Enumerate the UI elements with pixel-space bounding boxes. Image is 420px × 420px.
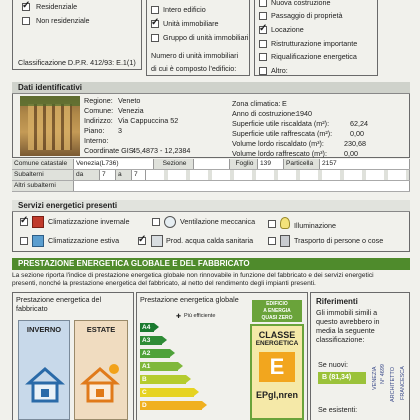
classificazione-label: Classificazione D.P.R. 412/93: E.1(1) — [18, 58, 136, 67]
locazione-label: Locazione — [271, 25, 304, 34]
numero-unita-label-1: Numero di unità immobiliari — [151, 51, 239, 60]
classe-value-box — [259, 352, 295, 382]
regione-label: Regione: — [84, 96, 113, 105]
comune-catastale-value: Venezia(L736) — [74, 159, 154, 169]
non-residenziale-label: Non residenziale — [36, 16, 90, 25]
air-conditioner-icon — [32, 235, 44, 247]
a-label: a — [116, 170, 132, 180]
radiator-icon — [32, 216, 44, 228]
comune-label: Comune: — [84, 106, 114, 115]
riferimenti-line-2: questo avrebbero in — [316, 317, 380, 326]
unita-immobiliare-label: Unità immobiliare — [163, 19, 219, 28]
energy-class-bar-a1: A1 — [140, 362, 178, 371]
stamp-text-2: N° 4699 — [380, 364, 386, 384]
ristrutturazione-label: Ristrutturazione importante — [271, 39, 358, 48]
prestazione-text-1: La sezione riporta l'indice di prestazione energetica globale non rinnovabile in funzione del fabbricato e dei servizi energetici — [12, 272, 374, 279]
estate-label: ESTATE — [86, 325, 116, 334]
classe-value: E — [269, 354, 285, 379]
trasporto-label: Trasporto di persone o cose — [294, 236, 384, 245]
classe-label-1: CLASSE — [258, 330, 296, 340]
edificio-line-3: QUASI ZERO — [261, 315, 293, 321]
lightbulb-icon — [280, 217, 290, 229]
edificio-nzeb-badge — [252, 300, 302, 322]
indirizzo-value: Via Cappuccina 52 — [118, 116, 179, 125]
vol-risc-label: Volume lordo riscaldato (m³): — [232, 139, 324, 148]
classe-energetica-card — [250, 324, 304, 420]
stamp-text-3: ARCHITETTO — [390, 366, 396, 402]
indirizzo-label: Indirizzo: — [84, 116, 113, 125]
energy-class-bar-c: C — [140, 388, 194, 397]
riqualificazione-checkbox[interactable] — [259, 53, 267, 61]
prestazione-text-2: presenti, nonché la prestazione energetica del fabbricato, al netto del rendimento degli impianti presenti. — [12, 280, 316, 287]
check-mark-icon: ✓ — [20, 215, 29, 226]
piano-label: Piano: — [84, 126, 105, 135]
illuminazione-checkbox[interactable] — [268, 220, 276, 228]
altri-subalterni-label: Altri subalterni — [12, 181, 74, 191]
building-photo — [20, 96, 80, 156]
fabbricato-title-1: Prestazione energetica del — [16, 295, 102, 304]
fan-icon — [164, 216, 176, 228]
vol-raff-label: Volume lordo raffrescato (m³): — [232, 149, 327, 158]
comune-value: Venezia — [118, 106, 144, 115]
gruppo-unita-label: Gruppo di unità immobiliari — [163, 33, 249, 42]
residenziale-label: Residenziale — [36, 2, 78, 11]
particella-label: Particella — [284, 159, 320, 169]
estate-card — [74, 320, 128, 420]
subalterni-row — [12, 170, 410, 181]
da-value: 7 — [100, 170, 116, 180]
altri-subalterni-value — [74, 181, 410, 191]
coord-label: Coordinate GIS: — [84, 146, 136, 155]
se-nuovi-label: Se nuovi: — [318, 360, 348, 369]
comune-catastale-label: Comune catastale — [12, 159, 74, 169]
check-mark-icon: ✓ — [22, 0, 31, 11]
elevator-icon — [280, 235, 290, 247]
energy-class-bar-b: B — [140, 375, 186, 384]
riferimenti-line-4: classificazione: — [316, 335, 365, 344]
clim-estiva-checkbox[interactable] — [20, 237, 28, 245]
vent-meccanica-checkbox[interactable] — [152, 218, 160, 226]
ristrutturazione-checkbox[interactable] — [259, 40, 267, 48]
acqua-calda-label: Prod. acqua calda sanitaria — [166, 236, 254, 245]
vol-raff-value: 0,00 — [344, 149, 358, 158]
zona-value: E — [282, 99, 287, 108]
catasto-row — [12, 159, 410, 170]
piu-efficiente-label: Più efficiente — [184, 313, 216, 319]
clim-invernale-label: Climatizzazione invernale — [48, 217, 130, 226]
fabbricato-title-2: fabbricato — [16, 304, 48, 313]
se-nuovi-value: B (81,34) — [322, 374, 352, 381]
sup-risc-value: 62,24 — [350, 119, 368, 128]
star-icon: ✚ — [176, 314, 182, 320]
foglio-label: Foglio — [230, 159, 258, 169]
illuminazione-label: Illuminazione — [294, 221, 336, 230]
anno-value: 1940 — [296, 109, 312, 118]
check-mark-icon: ✓ — [138, 234, 147, 245]
vent-meccanica-label: Ventilazione meccanica — [180, 217, 256, 226]
riferimenti-line-1: Gli immobili simili a — [316, 308, 378, 317]
foglio-value: 139 — [258, 159, 284, 169]
regione-value: Veneto — [118, 96, 141, 105]
energy-class-bar-d: D — [140, 401, 202, 410]
house-winter-icon — [25, 365, 65, 405]
dati-identificativi-header: Dati identificativi — [12, 82, 410, 94]
prestazione-header: PRESTAZIONE ENERGETICA GLOBALE E DEL FABBRICATO — [12, 258, 410, 270]
riferimenti-title: Riferimenti — [316, 297, 358, 306]
sup-raff-value: 0,00 — [350, 129, 364, 138]
a-value: 7 — [132, 170, 146, 180]
zona-label: Zona climatica: — [232, 99, 281, 108]
intero-edificio-label: Intero edificio — [163, 5, 206, 14]
se-nuovi-badge — [318, 372, 366, 384]
servizi-header: Servizi energetici presenti — [12, 200, 410, 212]
particella-value: 2157 — [320, 159, 410, 169]
interno-label: Interno: — [84, 136, 109, 145]
piano-value: 3 — [118, 126, 122, 135]
sup-risc-label: Superficie utile riscaldata (m²): — [232, 119, 330, 128]
energy-class-bar-a4: A4 — [140, 323, 154, 332]
numero-unita-label-2: di cui è composto l'edificio: — [151, 64, 237, 73]
sup-raff-label: Superficie utile raffrescata (m²): — [232, 129, 333, 138]
classe-label-2: ENERGETICA — [255, 340, 299, 347]
stamp-text-4: FRANCESCA — [400, 366, 406, 400]
clim-estiva-label: Climatizzazione estiva — [48, 236, 120, 245]
edificio-line-2: A ENERGIA — [263, 308, 291, 314]
edificio-line-1: EDIFICIO — [266, 301, 288, 307]
hot-water-icon — [151, 235, 163, 247]
check-mark-icon: ✓ — [259, 23, 268, 34]
subalterni-empty — [146, 170, 410, 180]
ep-label: EPgl,nren — [255, 390, 298, 400]
inverno-card — [18, 320, 70, 420]
da-label: da — [74, 170, 100, 180]
architect-stamp — [364, 340, 408, 420]
inverno-label: INVERNO — [26, 325, 62, 334]
vol-risc-value: 230,68 — [344, 139, 366, 148]
altri-subalterni-row — [12, 181, 410, 192]
altro-label: Altro: — [271, 66, 288, 75]
energy-class-bar-a2: A2 — [140, 349, 170, 358]
gruppo-unita-checkbox[interactable] — [151, 34, 159, 42]
anno-label: Anno di costruzione: — [232, 109, 298, 118]
trasporto-checkbox[interactable] — [268, 237, 276, 245]
riferimenti-line-3: media la seguente — [316, 326, 375, 335]
sezione-value — [194, 159, 230, 169]
check-mark-icon: ✓ — [151, 17, 160, 28]
house-summer-icon — [80, 361, 124, 405]
altro-checkbox[interactable] — [259, 67, 267, 75]
globale-title: Prestazione energetica globale — [140, 295, 239, 304]
non-residenziale-checkbox[interactable] — [22, 17, 30, 25]
riqualificazione-label: Riqualificazione energetica — [271, 52, 357, 61]
nuova-costruzione-checkbox[interactable] — [259, 0, 267, 7]
energy-class-bar-a3: A3 — [140, 336, 162, 345]
stamp-text-1: VENEZIA — [372, 366, 378, 390]
coord-value: 45,4873 - 12,2384 — [132, 146, 191, 155]
passaggio-checkbox[interactable] — [259, 12, 267, 20]
se-esistenti-label: Se esistenti: — [318, 405, 358, 414]
subalterni-label: Subalterni — [12, 170, 74, 180]
passaggio-label: Passaggio di proprietà — [271, 11, 343, 20]
intero-edificio-checkbox[interactable] — [151, 6, 159, 14]
nuova-costruzione-label: Nuova costruzione — [271, 0, 331, 7]
sezione-label: Sezione — [154, 159, 194, 169]
